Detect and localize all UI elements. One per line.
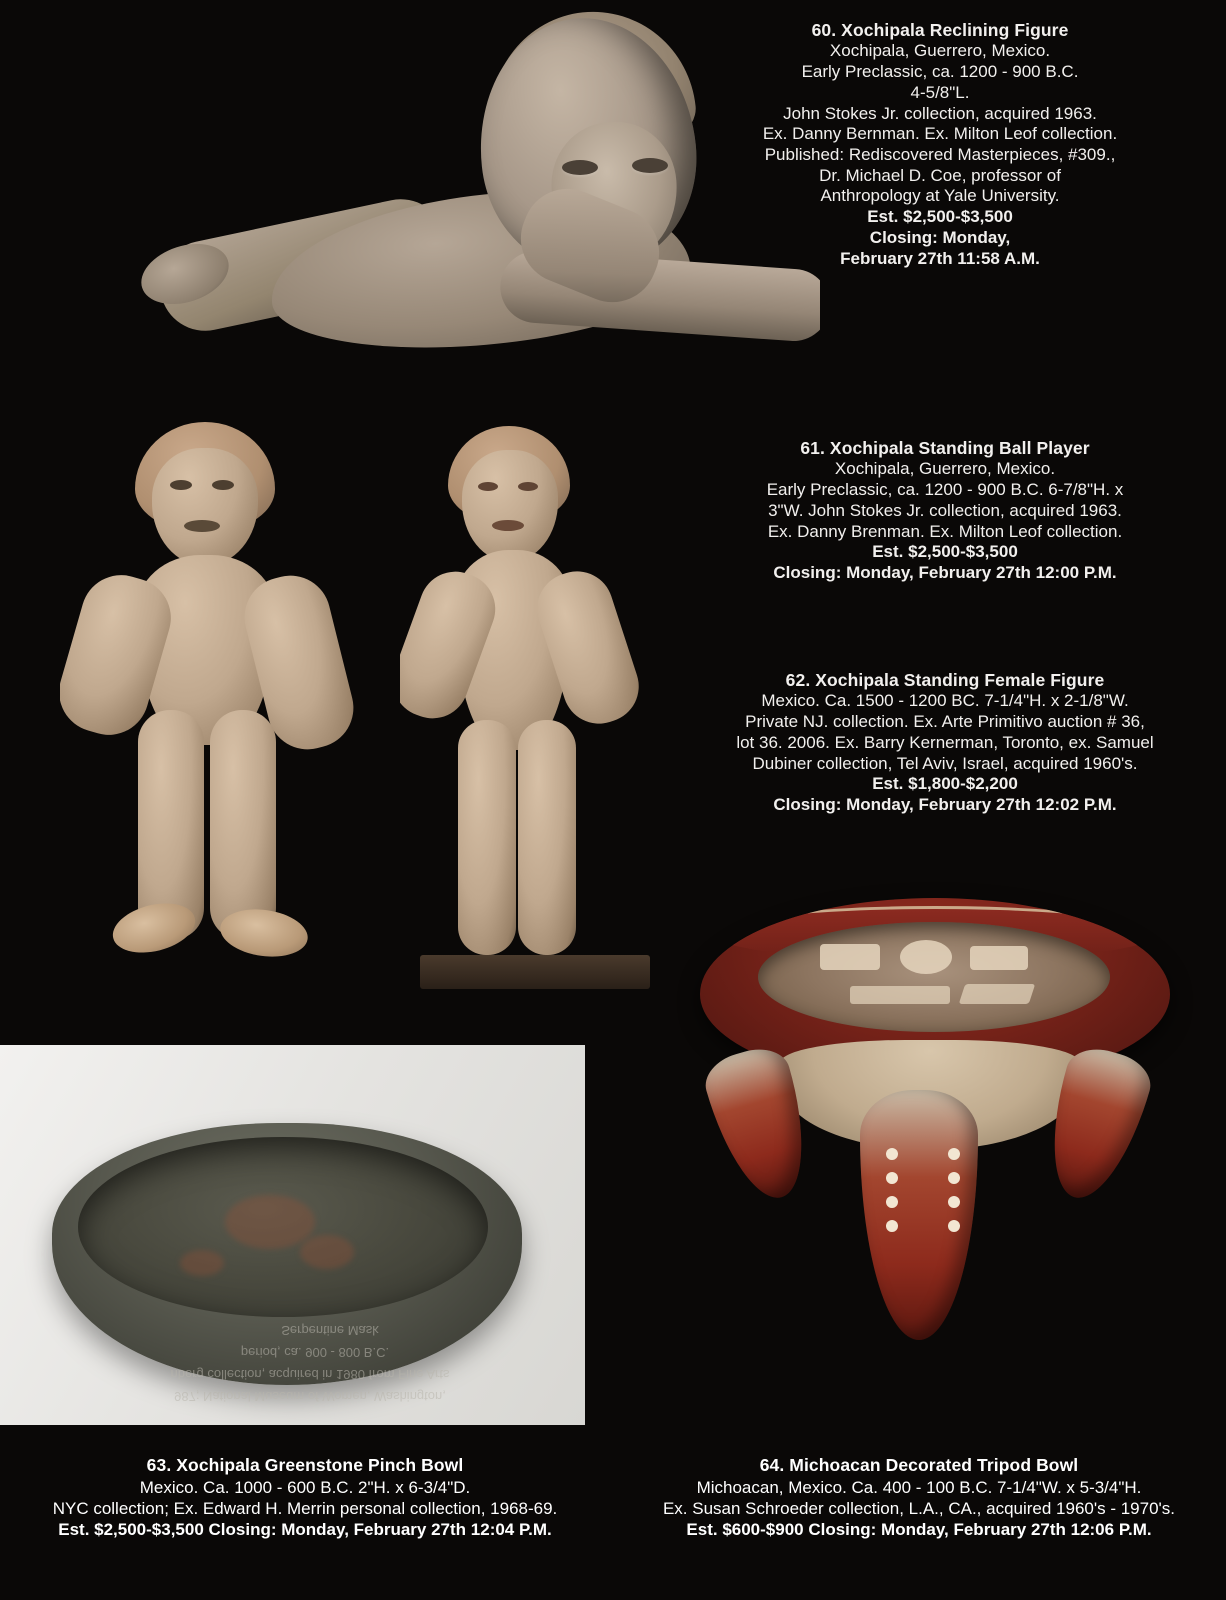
lot-60-caption: [670, 20, 1210, 269]
lot-60-estimate: Est. $2,500-$3,500: [867, 207, 1013, 227]
bowl-interior: [758, 922, 1110, 1032]
leg-dot-2: [886, 1172, 898, 1184]
female-head: [462, 450, 558, 562]
ballplayer-foot-right: [217, 904, 311, 962]
lot-60-line-6: Published: Rediscovered Masterpieces, #309.,: [764, 145, 1116, 165]
leg-dot-3: [886, 1196, 898, 1208]
lot-61-closing: Closing: Monday, February 27th 12:00 P.M.: [773, 563, 1117, 583]
lot-61-line-2: Early Preclassic, ca. 1200 - 900 B.C. 6-7/8"H. x: [766, 480, 1124, 500]
leg-dot-1: [886, 1148, 898, 1160]
lot-62-title: 62. Xochipala Standing Female Figure: [785, 670, 1105, 690]
lot-64-line-1: Michoacan, Mexico. Ca. 400 - 100 B.C. 7-1/4"W. x 5-3/4"H.: [696, 1477, 1142, 1497]
display-base: [420, 955, 650, 989]
lot-62-line-2: Private NJ. collection. Ex. Arte Primitivo auction # 36,: [745, 712, 1145, 732]
leg-dot-6: [948, 1172, 960, 1184]
tripod-leg-front: [860, 1090, 978, 1340]
figure-eye-left: [562, 160, 598, 175]
ballplayer-head: [152, 448, 258, 566]
lot-63-photo: [0, 1045, 585, 1425]
lot-62-caption: [680, 670, 1210, 816]
bowl-glyph-5: [959, 984, 1035, 1004]
lot-61-photo: [60, 410, 400, 1030]
leg-dot-8: [948, 1220, 960, 1232]
lot-64-line-2: Ex. Susan Schroeder collection, L.A., CA., acquired 1960's - 1970's.: [662, 1499, 1176, 1519]
lot-64-caption: [612, 1455, 1226, 1541]
lot-62-estimate: Est. $1,800-$2,200: [872, 774, 1018, 794]
lot-62-line-4: Dubiner collection, Tel Aviv, Israel, acquired 1960's.: [752, 753, 1138, 773]
ghost-text-line-3: nberg collection, acquired in 1980 from Fine Arts: [170, 1367, 450, 1382]
ghost-text-line-2: period, ca. 900 - 800 B.C.: [240, 1345, 390, 1360]
lot-60-line-7: Dr. Michael D. Coe, professor of: [819, 165, 1061, 185]
leg-dot-7: [948, 1196, 960, 1208]
lot-63-estimate-closing: Est. $2,500-$3,500 Closing: Monday, February 27th 12:04 P.M.: [58, 1520, 552, 1540]
female-eye-right: [518, 482, 538, 491]
figure-eye-right: [632, 158, 668, 173]
lot-62-photo: [400, 420, 670, 1030]
lot-64-estimate-closing: Est. $600-$900 Closing: Monday, February 27th 12:06 P.M.: [686, 1520, 1152, 1540]
leg-dot-5: [948, 1148, 960, 1160]
lot-60-line-2: Early Preclassic, ca. 1200 - 900 B.C.: [801, 62, 1079, 82]
ghost-text-line-4: 987; National Museum of Women, Washington,: [174, 1389, 446, 1404]
lot-60-line-5: Ex. Danny Bernman. Ex. Milton Leof collection.: [762, 124, 1118, 144]
lot-61-line-3: 3"W. John Stokes Jr. collection, acquired 1963.: [768, 500, 1122, 520]
lot-60-closing-line-1: Closing: Monday,: [869, 227, 1011, 247]
lot-64-title: 64. Michoacan Decorated Tripod Bowl: [759, 1455, 1079, 1475]
leg-dot-4: [886, 1220, 898, 1232]
bowl-glyph-1: [820, 944, 880, 970]
lot-63-line-2: NYC collection; Ex. Edward H. Merrin personal collection, 1968-69.: [52, 1499, 558, 1519]
lot-62-line-3: lot 36. 2006. Ex. Barry Kernerman, Toronto, ex. Samuel: [736, 732, 1154, 752]
lot-63-caption: [0, 1455, 610, 1541]
lot-61-estimate: Est. $2,500-$3,500: [872, 542, 1018, 562]
lot-60-title: 60. Xochipala Reclining Figure: [811, 20, 1069, 40]
ballplayer-mouth: [184, 520, 220, 532]
ghost-text-line-1: Serpentine Mask: [281, 1323, 379, 1338]
lot-62-closing: Closing: Monday, February 27th 12:02 P.M.: [773, 795, 1117, 815]
bowl-glyph-3: [970, 946, 1028, 970]
lot-61-line-1: Xochipala, Guerrero, Mexico.: [834, 459, 1056, 479]
bowl-mineral-spot-3: [180, 1250, 224, 1276]
bowl-glyph-4: [850, 986, 950, 1004]
lot-63-line-1: Mexico. Ca. 1000 - 600 B.C. 2"H. x 6-3/4"D.: [139, 1477, 471, 1497]
lot-60-line-8: Anthropology at Yale University.: [820, 186, 1060, 206]
female-leg-right: [518, 720, 576, 955]
female-leg-left: [458, 720, 516, 955]
lot-62-line-1: Mexico. Ca. 1500 - 1200 BC. 7-1/4"H. x 2-1/8"W.: [761, 691, 1129, 711]
lot-61-line-4: Ex. Danny Brenman. Ex. Milton Leof collection.: [767, 521, 1123, 541]
ballplayer-eye-left: [170, 480, 192, 490]
bowl-glyph-2: [900, 940, 952, 974]
ballplayer-eye-right: [212, 480, 234, 490]
bowl-mineral-spot-1: [225, 1195, 315, 1249]
lot-61-title: 61. Xochipala Standing Ball Player: [800, 438, 1090, 458]
lot-60-closing-line-2: February 27th 11:58 A.M.: [840, 248, 1040, 268]
female-eye-left: [478, 482, 498, 491]
ballplayer-leg-right: [210, 710, 276, 940]
bowl-mineral-spot-2: [300, 1235, 354, 1269]
lot-60-line-1: Xochipala, Guerrero, Mexico.: [829, 41, 1051, 61]
lot-64-photo: [660, 880, 1200, 1400]
lot-60-line-3: 4-5/8"L.: [910, 82, 970, 102]
lot-61-caption: [680, 438, 1210, 584]
lot-63-title: 63. Xochipala Greenstone Pinch Bowl: [146, 1455, 464, 1475]
lot-60-line-4: John Stokes Jr. collection, acquired 1963.: [783, 103, 1097, 123]
female-mouth: [492, 520, 524, 531]
